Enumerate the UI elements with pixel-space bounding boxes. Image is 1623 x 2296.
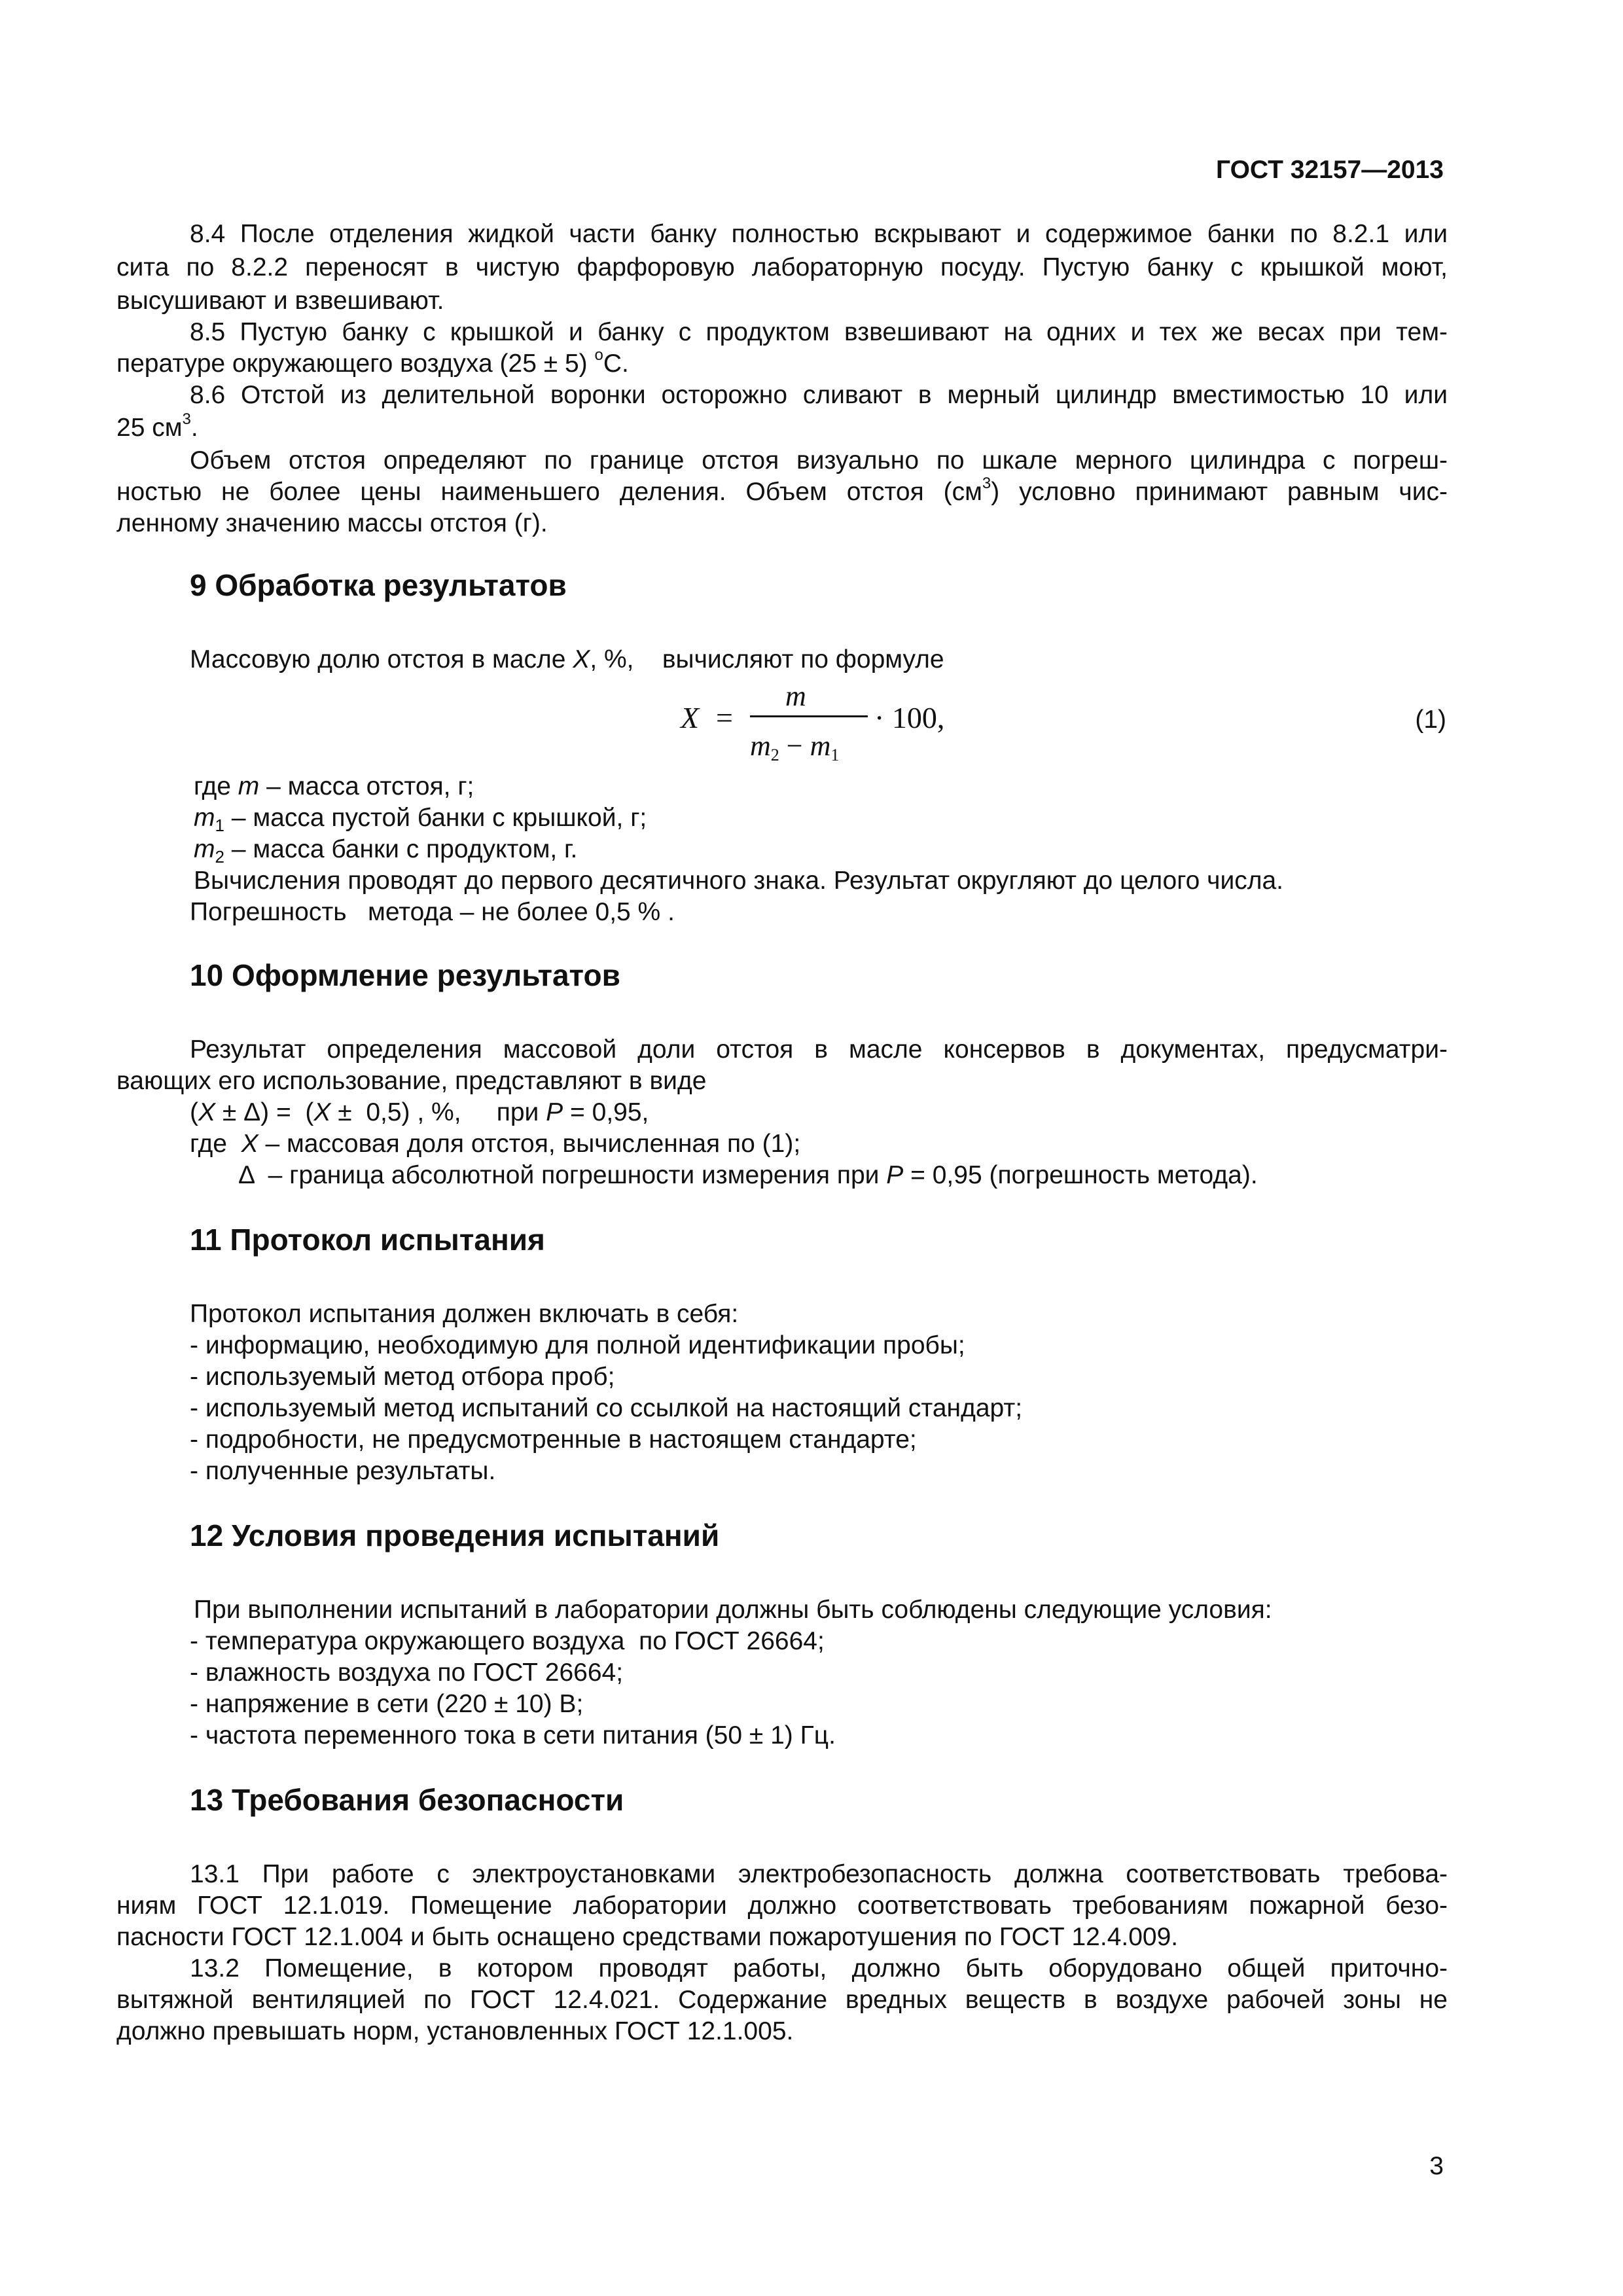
result-where-delta: Δ – граница абсолютной погрешности измерения при P = 0,95 (погрешность метода). [238,1161,1258,1189]
protocol-item: - информацию, необходимую для полной идентификации пробы; [190,1331,965,1359]
protocol-item: - используемый метод отбора проб; [190,1363,615,1391]
para-13-2-line-1: 13.2 Помещение, в котором проводят работы, должно быть оборудовано общей приточно- [190,1954,1448,1982]
para-8-4-line-2: сита по 8.2.2 переносят в чистую фарфоровую лабораторную посуду. Пустую банку с крышкой моют, [116,253,1448,281]
section-11-intro: Протокол испытания должен включать в себя: [190,1300,739,1328]
condition-item: - напряжение в сети (220 ± 10) В; [190,1690,584,1718]
para-13-1-line-1: 13.1 При работе с электроустановками электробезопасность должна соответствовать требова- [190,1860,1448,1888]
para-13-2-line-2: вытяжной вентиляцией по ГОСТ 12.4.021. Содержание вредных веществ в воздухе рабочей зоны не [116,1986,1448,2014]
para-8-6-line-2: 25 $см^3$. [116,410,198,442]
formula-numerator: m [785,680,806,712]
section-12-heading: 12 Условия проведения испытаний [190,1518,720,1552]
result-where-x: где X – массовая доля отстоя, вычисленная по (1); [190,1130,801,1158]
section-9-intro: Массовую долю отстоя в масле X, %, вычисляют по формуле [190,645,944,673]
para-8-7-line-3: ленному значению массы отстоя (г). [116,509,548,537]
para-13-2-line-3: должно превышать норм, установленных ГОСТ 12.1.005. [116,2017,794,2045]
where-m1: $m_1$ – масса пустой банки с крышкой, г; [194,804,647,835]
where-m: где m – масса отстоя, г; [194,772,474,800]
method-error: Погрешность метода – не более 0,5 % . [190,898,675,926]
para-8-6-line-1: 8.6 Отстой из делительной воронки осторожно сливают в мерный цилиндр вместимостью 10 или [190,381,1448,409]
formula-lhs: X [681,701,700,734]
para-13-1-line-2: ниям ГОСТ 12.1.019. Помещение лаборатории должно соответствовать требованиям пожарной безо- [116,1892,1448,1920]
document-designation: ГОСТ 32157—2013 [1216,156,1444,184]
result-expression: (X ± Δ) = (X ± 0,5) , %, при P = 0,95, [190,1098,649,1126]
section-11-heading: 11 Протокол испытания [190,1223,545,1257]
para-8-5-line-1: 8.5 Пустую банку с крышкой и банку с продуктом взвешивают на одних и тех же весах при тем- [190,318,1448,346]
protocol-item: - полученные результаты. [190,1457,496,1485]
condition-item: - частота переменного тока в сети питания (50 ± 1) Гц. [190,1721,836,1749]
fraction-bar [750,715,868,717]
para-8-7-line-2: ностью не более цены наименьшего деления. Объем отстоя $(см^3)$ условно принимают равным чис- [116,475,1448,506]
protocol-item: - подробности, не предусмотренные в настоящем стандарте; [190,1426,917,1454]
page-number: 3 [1429,2152,1444,2180]
formula-denominator: $m_2 - m_1$ [750,730,840,764]
section-10-line-2: вающих его использование, представляют в виде [116,1067,707,1095]
condition-item: - влажность воздуха по ГОСТ 26664; [190,1659,624,1687]
formula-number: (1) [1415,706,1446,734]
section-10-heading: 10 Оформление результатов [190,958,620,992]
para-8-4-line-1: 8.4 После отделения жидкой части банку полностью вскрывают и содержимое банки по 8.2.1 или [190,220,1448,248]
para-8-5-line-2: пературе окружающего воздуха (25 ± 5) $^о$С. [116,346,629,378]
para-8-7-line-1: Объем отстоя определяют по границе отстоя визуально по шкале мерного цилиндра с погреш- [190,446,1448,475]
section-10-line-1: Результат определения массовой доли отстоя в масле консервов в документах, предусматри- [190,1035,1448,1064]
formula-equals: = [716,701,733,734]
section-13-heading: 13 Требования безопасности [190,1783,624,1817]
para-13-1-line-3: пасности ГОСТ 12.1.004 и быть оснащено средствами пожаротушения по ГОСТ 12.4.009. [116,1923,1179,1951]
protocol-item: - используемый метод испытаний со ссылкой на настоящий стандарт; [190,1394,1023,1422]
calculation-note: Вычисления проводят до первого десятичного знака. Результат округляют до целого числа. [194,867,1284,895]
formula-multiplier: · 100, [874,701,945,734]
section-9-heading: 9 Обработка результатов [190,568,567,602]
condition-item: - температура окружающего воздуха по ГОСТ 26664; [190,1627,825,1655]
where-m2: $m_2$ – масса банки с продуктом, г. [194,835,578,867]
section-12-intro: При выполнении испытаний в лаборатории должны быть соблюдены следующие условия: [194,1596,1272,1624]
para-8-4-line-3: высушивают и взвешивают. [116,287,444,315]
